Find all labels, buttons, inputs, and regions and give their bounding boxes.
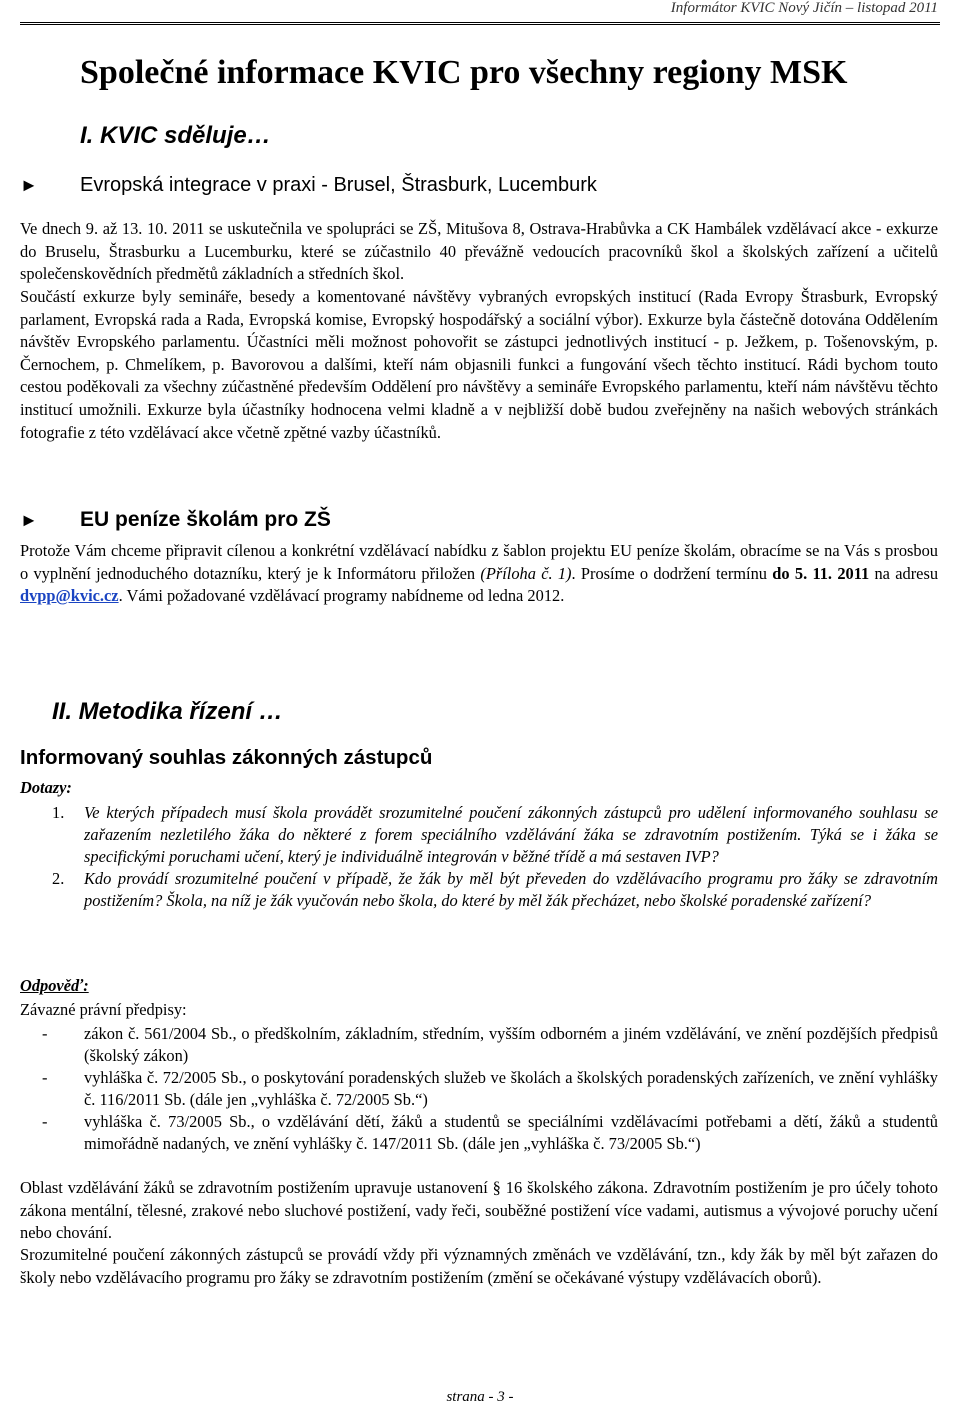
legal-label: Závazné právní předpisy:	[20, 1000, 187, 1019]
list-item	[20, 1111, 938, 1155]
paragraph-exkurze-intro: Ve dnech 9. až 13. 10. 2011 se uskutečnila ve spolupráci se ZŠ, Mitušova 8, Ostrava-Hrabůvka a CK Hambálek vzdělávací akce - exkurze do Bruselu, Štrasburku a Lucemburku, které se zúčastnilo 40 převážně vedoucích pracovníků škol a školských zařízení a učitelů společenskovědních předmětů základních a středních škol.	[20, 219, 938, 284]
law-text: vyhláška č. 72/2005 Sb., o poskytování poradenských služeb ve školách a školských poradenských zařízeních, ve znění vyhlášky č. 116/2011 Sb. (dále jen „vyhláška č. 72/2005 Sb.“)	[84, 1068, 938, 1109]
text-fragment: Protože Vám chceme připravit cílenou a konkrétní vzdělávací nabídku z šablon projektu EU peníze školám, obracíme se na Vás s prosbou o vyplnění jednoduchého dotazníku, který je k Informátoru přiložen	[20, 541, 938, 583]
question-text: Ve kterých případech musí škola provádět srozumitelné poučení zákonných zástupců pro udělení informovaného souhlasu se zařazením nezletilého žáka do některé z forem speciálního vzdělávání žáka se zdravotním postižením. Týká se i žáka se specifickými poruchami učení, který je individuálně integrován v běžné třídě a má sestaven IVP?	[84, 803, 938, 866]
paragraph-consent-timing: Srozumitelné poučení zákonných zástupců se provádí vždy při významných změnách ve vzdělávání, tzn., kdy žák by měl být zařazen do školy nebo vzdělávacího programu pro žáky se zdravotním postižením (změní se očekávané výstupy vzdělávacích oborů).	[20, 1245, 938, 1287]
attachment-ref: (Příloha č. 1)	[480, 563, 572, 583]
list-item	[20, 1067, 938, 1111]
law-list	[20, 1023, 938, 1155]
text-fragment: . Vámi požadované vzdělávací programy nabídneme od ledna 2012.	[118, 586, 565, 606]
section-heading-metodika: II. Metodika řízení …	[52, 698, 283, 725]
section-heading-kvic: I. KVIC sděluje…	[80, 122, 271, 149]
page-number: strana - 3 -	[446, 1389, 514, 1405]
text-fragment: . Prosíme o dodržení termínu	[571, 563, 773, 583]
subheading-text: Evropská integrace v praxi - Brusel, Štrasburk, Lucemburk	[80, 174, 597, 196]
questions-label: Dotazy:	[20, 778, 72, 797]
answer-label: Odpověď:	[20, 976, 89, 995]
paragraph-eu-money	[20, 540, 938, 608]
list-number: 1.	[52, 803, 65, 822]
paragraph-exkurze-detail: Součástí exkurze byly semináře, besedy a komentované návštěvy vybraných evropských institucí (Rada Evropy Štrasburk, Evropský parlament, Evropská rada a Rada, Evropská komise, Evropský hospodářský a sociální výbor). Exkurze byla částečně dotována Oddělením návštěv Evropského parlamentu. Účastníci měli možnost pohovořit se zástupci jednotlivých institucí - p. Ježkem, p. Tošenovským, p. Černochem, p. Chmelíkem, p. Bavorovou a dalšími, kteří nám objasnili funkci a fungování všech těchto institucí. Rádi bychom touto cestou poděkovali za všechny zúčastněné především Oddělení pro návštěvy a semináře Evropského parlamentu, kteří nám návštěvu těchto institucí umožnili. Exkurze byla účastníky hodnocena velmi kladně a v nejbližší době budou zveřejněny na našich webových stránkách fotografie z této vzdělávací akce včetně zpětné vazby účastníků.	[20, 287, 938, 442]
question-text: Kdo provádí srozumitelné poučení v případě, že žák by měl být převeden do vzdělávacího programu pro žáky se zdravotním postižením? Škola, na níž je žák vyučován nebo škola, do které by měl žák přecházet, nebo školské poradenské zařízení?	[84, 869, 938, 910]
list-number: 2.	[52, 869, 65, 888]
deadline-date: do 5. 11. 2011	[772, 563, 870, 583]
running-header: Informátor KVIC Nový Jičín – listopad 2011	[670, 0, 938, 16]
list-item	[20, 1023, 938, 1067]
list-dash: -	[42, 1024, 48, 1043]
law-text: vyhláška č. 73/2005 Sb., o vzdělávání dětí, žáků a studentů se speciálními vzdělávacími potřebami a dětí, žáků a studentů mimořádně nadaných, ve znění vyhlášky č. 147/2011 Sb. (dále jen „vyhláška č. 73/2005 Sb.“)	[84, 1112, 938, 1153]
paragraph-health-disability: Oblast vzdělávání žáků se zdravotním postižením upravuje ustanovení § 16 školského zákona. Zdravotním postižením je pro účely tohoto zákona mentální, tělesné, zrakové nebo sluchové postižení, vady řeči, souběžné postižení více vadami, autismus a vývojové poruchy učení nebo chování.	[20, 1178, 938, 1243]
subheading-eu-money	[20, 508, 331, 532]
list-item	[20, 802, 938, 868]
email-link[interactable]: dvpp@kvic.cz	[20, 586, 119, 606]
subheading-informed-consent: Informovaný souhlas zákonných zástupců	[20, 746, 433, 769]
arrow-icon: ►	[20, 509, 38, 530]
subheading-eu-integration	[20, 174, 597, 197]
text-fragment: na adresu	[869, 563, 939, 583]
arrow-icon: ►	[20, 175, 38, 195]
question-list	[20, 802, 938, 912]
list-dash: -	[42, 1068, 48, 1087]
subheading-text: EU peníze školám pro ZŠ	[80, 508, 331, 531]
page-title: Společné informace KVIC pro všechny regiony MSK	[80, 54, 848, 91]
law-text: zákon č. 561/2004 Sb., o předškolním, základním, středním, vyšším odborném a jiném vzdělávání, ve znění pozdějších předpisů (školský zákon)	[84, 1024, 938, 1065]
list-item	[20, 868, 938, 912]
header-rule	[20, 22, 940, 25]
list-dash: -	[42, 1112, 48, 1131]
